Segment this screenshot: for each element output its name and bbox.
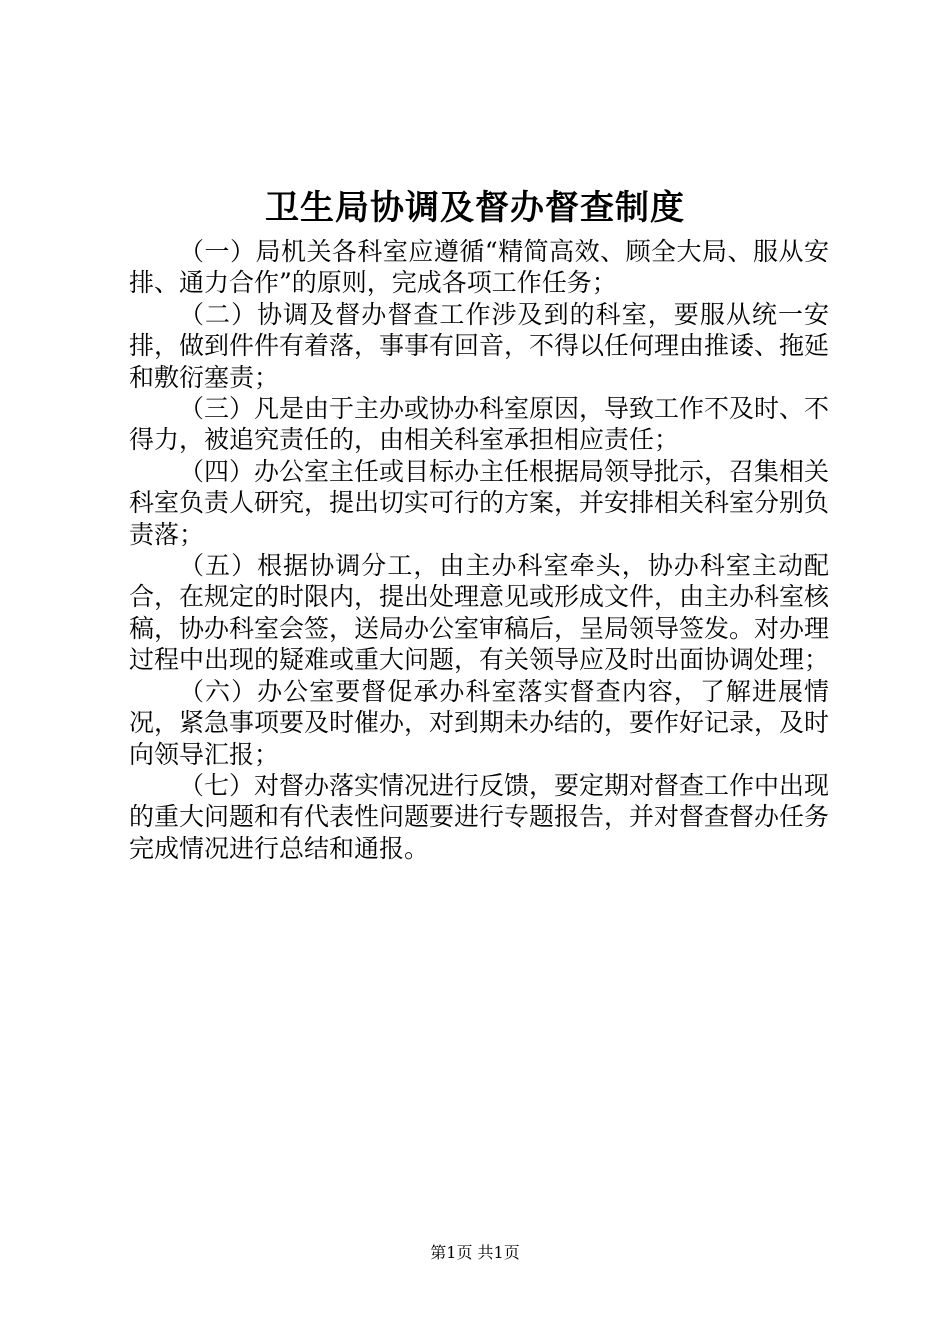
document-body bbox=[129, 236, 829, 864]
paragraph-5: （五）根据协调分工，由主办科室牵头，协办科室主动配合，在规定的时限内，提出处理意见或形成文件，由主办科室核稿，协办科室会签，送局办公室审稿后，呈局领导签发。对办理过程中出现的疑难或重大问题，有关领导应及时出面协调处理； bbox=[129, 551, 830, 675]
paragraph-3: （三）凡是由于主办或协办科室原因，导致工作不及时、不得力，被追究责任的，由相关科室承担相应责任； bbox=[129, 394, 830, 455]
paragraph-2: （二）协调及督办督查工作涉及到的科室，要服从统一安排，做到件件有着落，事事有回音，不得以任何理由推诿、拖延和敷衍塞责； bbox=[129, 299, 830, 392]
paragraph-4: （四）办公室主任或目标办主任根据局领导批示，召集相关科室负责人研究，提出切实可行的方案，并安排相关科室分别负责落； bbox=[129, 456, 830, 549]
paragraph-6: （六）办公室要督促承办科室落实督查内容，了解进展情况，紧急事项要及时催办，对到期未办结的，要作好记录，及时向领导汇报； bbox=[129, 676, 830, 769]
document-title: 卫生局协调及督办督查制度 bbox=[265, 188, 685, 228]
paragraph-7: （七）对督办落实情况进行反馈，要定期对督查工作中出现的重大问题和有代表性问题要进行专题报告，并对督查督办任务完成情况进行总结和通报。 bbox=[129, 770, 830, 863]
page-footer: 第1页 共1页 bbox=[430, 1243, 520, 1262]
paragraph-1: （一）局机关各科室应遵循“精简高效、顾全大局、服从安排、通力合作”的原则，完成各项工作任务； bbox=[129, 237, 829, 298]
